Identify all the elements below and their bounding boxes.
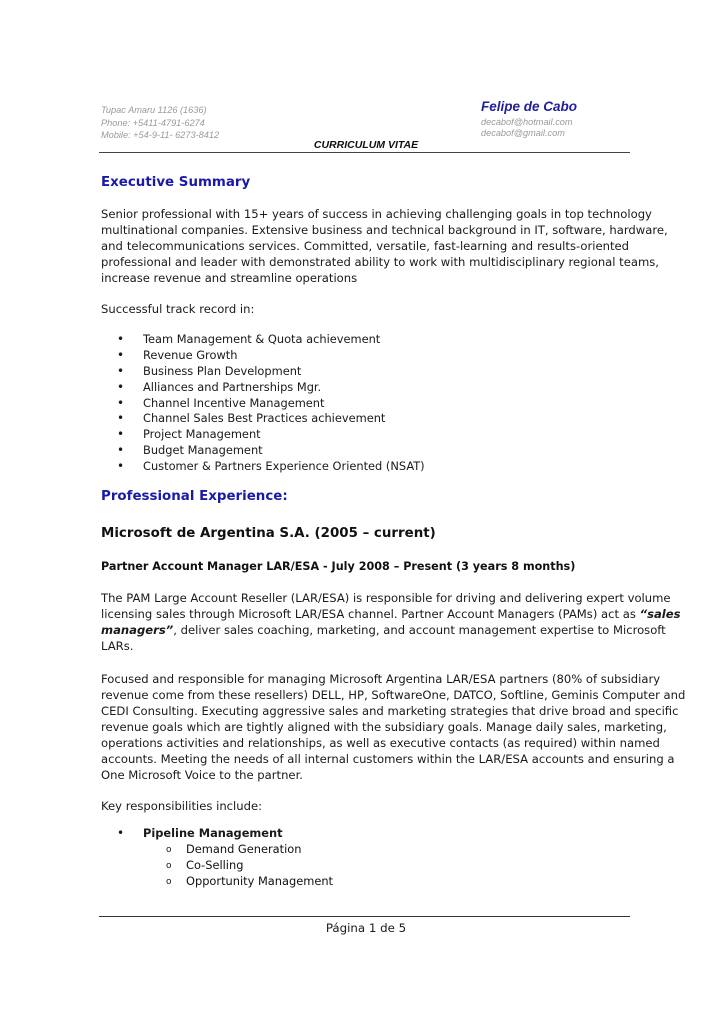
circle-bullet-icon: o xyxy=(166,845,172,855)
professional-experience-heading: Professional Experience: xyxy=(101,489,288,504)
paragraph-line: revenue goals which are tightly aligned with the subsidiary goals. Manage daily sales, marketing, xyxy=(101,720,667,734)
paragraph-line: operations activities and relationships, as well as executive contacts (as required) within named xyxy=(101,736,660,750)
key-responsibilities-intro: Key responsibilities include: xyxy=(101,799,263,813)
role-line: licensing sales through Microsoft LAR/ESA channel. Partner Account Managers (PAMs) act as “sales xyxy=(101,607,681,621)
circle-bullet-icon: o xyxy=(166,861,172,871)
bullet-icon: • xyxy=(117,363,125,378)
bullet-icon: • xyxy=(117,826,125,840)
bullet-icon: • xyxy=(117,395,125,410)
address-line: Tupac Amaru 1126 (1636) xyxy=(101,105,207,115)
contact-block xyxy=(101,104,361,142)
bullet-icon: • xyxy=(117,347,125,362)
bullet-icon: • xyxy=(117,427,125,442)
company-heading: Microsoft de Argentina S.A. (2005 – current) xyxy=(101,526,436,541)
executive-summary-heading: Executive Summary xyxy=(101,175,251,190)
bullet-icon: • xyxy=(117,443,125,458)
summary-line: Senior professional with 15+ years of success in achieving challenging goals in top technology xyxy=(101,207,652,221)
paragraph-line: revenue come from these resellers) DELL, HP, SoftwareOne, DATCO, Softline, Geminis Computer and xyxy=(101,688,686,702)
email-gmail[interactable]: decabof@gmail.com xyxy=(481,128,565,138)
role-heading: Partner Account Manager LAR/ESA - July 2008 – Present (3 years 8 months) xyxy=(101,560,576,573)
resume-page: Tupac Amaru 1126 (1636) Phone: +5411-4791-6274 Mobile: +54-9-11- 6273-8412 Felipe de Cabo decabof@hotmail.com decabof@gmail.com CURRICULUM VITAE Executive Summary Senior professional with 15+ years of success in achieving challenging goals in top technology multinational companies. Extensive business and technical background in IT, software, hardware, and telecommunications services. Committed, versatile, fast-learning and results-oriented professional and leader with demonstrated ability to work with multidisciplinary regional teams, increase revenue and streamline operations Successful track record in: • Team Management & Quota achievement • Revenue Growth • Business Plan Development • Alliances and Partnerships Mgr. • Channel Incentive Management • Channel Sales Best Practices achievement • Project Management • Budget Management • Customer & Partners Experience Oriented (NSAT) Professional Experience: Microsoft de Argentina S.A. (2005 – current) Partner Account Manager LAR/ESA - July 2008 – Present (3 years 8 months) The PAM Large Account Reseller (LAR/ESA) is responsible for driving and delivering expert volume licensing sales through Microsoft LAR/ESA channel. Partner Account Managers (PAMs) act as “sales managers”, deliver sales coaching, marketing, and account management expertise to Microsoft LARs. Focused and responsible for managing Microsoft Argentina LAR/ESA partners (80% of subsidiary revenue come from these resellers) DELL, HP, SoftwareOne, DATCO, Softline, Geminis Computer and CEDI Consulting. Executing aggressive sales and marketing strategies that drive broad and specific revenue goals which are tightly aligned with the subsidiary goals. Manage daily sales, marketing, operations activities and relationships, as well as executive contacts (as required) within named accounts. Meeting the needs of all internal customers within the LAR/ESA accounts and ensuring a One Microsoft Voice to the partner. Key responsibilities include: • Pipeline Management o Demand Generation o Co-Selling o Opportunity Management Página 1 de 5 xyxy=(101,99,686,935)
mobile-line: Mobile: +54-9-11- 6273-8412 xyxy=(101,130,220,140)
paragraph-line: One Microsoft Voice to the partner. xyxy=(101,768,303,782)
bullet-icon: • xyxy=(117,459,125,474)
role-description xyxy=(101,590,681,654)
summary-line: increase revenue and streamline operations xyxy=(101,271,358,285)
paragraph-line: accounts. Meeting the needs of all internal customers within the LAR/ESA accounts and ensuring a xyxy=(101,752,675,766)
footer-divider xyxy=(99,916,630,917)
responsibility-paragraph xyxy=(101,671,686,783)
header-divider xyxy=(99,152,630,153)
executive-summary-text xyxy=(101,206,668,286)
pipeline-heading: Pipeline Management xyxy=(143,826,283,840)
paragraph-line: CEDI Consulting. Executing aggressive sales and marketing strategies that drive broad and specific xyxy=(101,704,679,718)
page-number: Página 1 de 5 xyxy=(325,921,407,935)
summary-line: professional and leader with demonstrated ability to work with multidisciplinary regional teams, xyxy=(101,255,659,269)
document-title: CURRICULUM VITAE xyxy=(313,139,419,151)
summary-line: multinational companies. Extensive business and technical background in IT, software, hardware, xyxy=(101,223,668,237)
circle-bullet-icon: o xyxy=(166,877,172,887)
summary-line: and telecommunications services. Committed, versatile, fast-learning and results-oriented xyxy=(101,239,629,253)
bullet-icon: • xyxy=(117,379,125,394)
phone-line: Phone: +5411-4791-6274 xyxy=(101,117,205,128)
bullet-icon: • xyxy=(117,332,125,346)
email-hotmail[interactable]: decabof@hotmail.com xyxy=(481,117,573,127)
role-line: managers”, deliver sales coaching, marketing, and account management expertise to Microsoft xyxy=(101,623,666,637)
bullet-icon: • xyxy=(117,411,125,426)
paragraph-line: Focused and responsible for managing Microsoft Argentina LAR/ESA partners (80% of subsidiary xyxy=(101,672,661,686)
track-record-intro: Successful track record in: xyxy=(101,302,255,316)
role-line: The PAM Large Account Reseller (LAR/ESA) is responsible for driving and delivering expert volume xyxy=(101,591,671,605)
candidate-name: Felipe de Cabo xyxy=(481,99,578,114)
role-line: LARs. xyxy=(101,639,134,653)
